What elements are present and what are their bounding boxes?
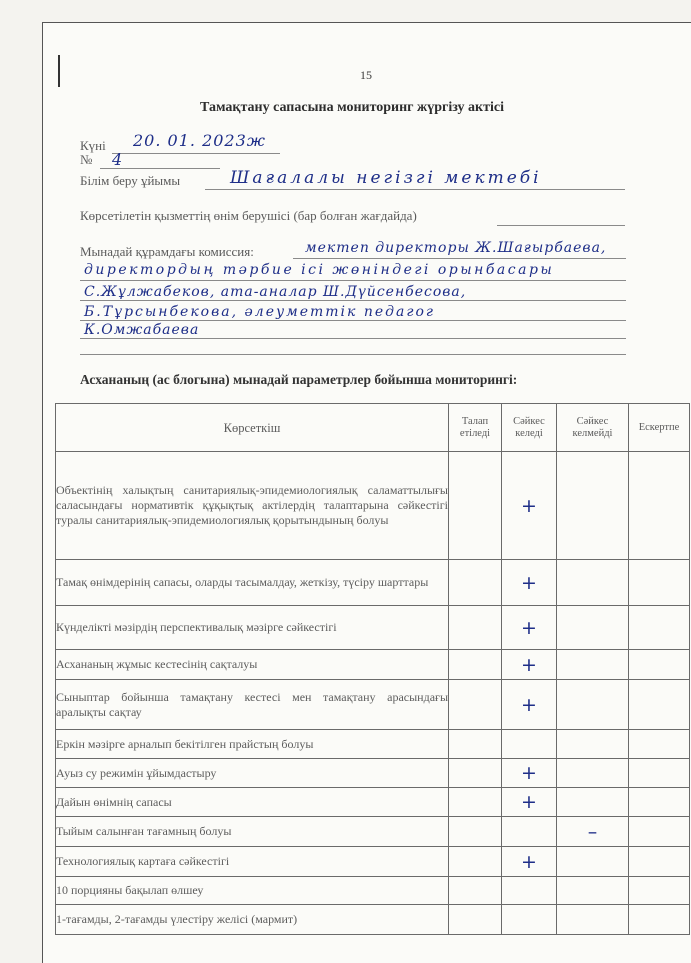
note-cell <box>629 452 690 560</box>
complies-cell <box>502 730 557 759</box>
note-cell <box>629 759 690 788</box>
provider-underline <box>497 225 625 226</box>
table-row <box>56 452 690 560</box>
table-row <box>56 560 690 606</box>
not-complies-cell <box>557 905 629 935</box>
note-cell <box>629 606 690 650</box>
required-cell <box>449 788 502 817</box>
commission-underline-4 <box>80 320 626 321</box>
complies-cell: + <box>502 759 557 788</box>
table-header-row <box>56 404 690 452</box>
table-row <box>56 817 690 847</box>
commission-line-1: мектеп директоры Ж.Шағырбаева, <box>305 240 607 256</box>
commission-line-3: С.Жұлжабеков, ата-аналар Ш.Дүйсенбесова, <box>84 284 467 300</box>
required-cell <box>449 877 502 905</box>
not-complies-cell <box>557 680 629 730</box>
note-cell <box>629 680 690 730</box>
note-cell <box>629 730 690 759</box>
number-label: № <box>80 152 93 167</box>
commission-line-5: К.Омжабаева <box>84 322 200 338</box>
complies-cell <box>502 905 557 935</box>
complies-cell: + <box>502 788 557 817</box>
commission-underline-1 <box>293 258 626 259</box>
note-cell <box>629 877 690 905</box>
not-complies-cell <box>557 452 629 560</box>
complies-cell: + <box>502 847 557 877</box>
criterion-cell: Объектінің халықтың санитариялық-эпидемиологиялық саламаттылығы саласындағы нормативтік құқықтық актілердің талаптарына сәйкестігі туралы санитариялық-эпидемиологиялық қорытындының болуы <box>56 452 449 560</box>
criterion-cell: Дайын өнімнің сапасы <box>56 788 449 817</box>
commission-underline-6 <box>80 354 626 355</box>
required-cell <box>449 560 502 606</box>
not-complies-cell <box>557 877 629 905</box>
criterion-cell: Күнделікті мәзірдің перспективалық мәзірге сәйкестігі <box>56 606 449 650</box>
criterion-cell: Тамақ өнімдерінің сапасы, оларды тасымалдау, жеткізу, түсіру шарттары <box>56 560 449 606</box>
criterion-cell: Технологиялық картаға сәйкестігі <box>56 847 449 877</box>
complies-cell: + <box>502 560 557 606</box>
not-complies-cell <box>557 788 629 817</box>
col-header-note: Ескертпе <box>629 404 690 452</box>
criterion-cell: 1-тағамды, 2-тағамды үлестіру желісі (мармит) <box>56 905 449 935</box>
complies-cell: + <box>502 680 557 730</box>
note-cell <box>629 817 690 847</box>
required-cell <box>449 606 502 650</box>
commission-label: Мынадай құрамдағы комиссия: <box>80 244 254 259</box>
complies-cell <box>502 877 557 905</box>
commission-line-2: директордың тәрбие ісі жөніндегі орынбасары <box>84 262 555 278</box>
complies-cell: + <box>502 606 557 650</box>
date-label: Күні <box>80 138 106 153</box>
page-number: 15 <box>360 68 372 82</box>
col-header-criterion: Көрсеткіш <box>56 404 449 452</box>
date-value: 20. 01. 2023ж <box>133 131 266 150</box>
page-edge-mark <box>58 55 60 87</box>
commission-underline-2 <box>80 280 626 281</box>
complies-cell: + <box>502 650 557 680</box>
required-cell <box>449 759 502 788</box>
col-header-complies: Сәйкес келеді <box>502 404 557 452</box>
not-complies-cell <box>557 847 629 877</box>
org-value: Шағалалы негізгі мектебі <box>230 168 542 188</box>
table-row <box>56 877 690 905</box>
table-row <box>56 680 690 730</box>
criterion-cell: Ауыз су режимін ұйымдастыру <box>56 759 449 788</box>
note-cell <box>629 560 690 606</box>
note-cell <box>629 905 690 935</box>
not-complies-cell <box>557 606 629 650</box>
table-row <box>56 759 690 788</box>
number-underline <box>100 168 220 169</box>
criterion-cell: Тыйым салынған тағамның болуы <box>56 817 449 847</box>
required-cell <box>449 650 502 680</box>
not-complies-cell: – <box>557 817 629 847</box>
required-cell <box>449 905 502 935</box>
required-cell <box>449 817 502 847</box>
monitoring-table <box>55 403 690 935</box>
org-label: Білім беру ұйымы <box>80 173 181 188</box>
org-underline <box>205 189 625 190</box>
note-cell <box>629 847 690 877</box>
table-row <box>56 730 690 759</box>
table-row <box>56 606 690 650</box>
provider-label: Көрсетілетін қызметтің өнім берушісі (бар болған жағдайда) <box>80 208 417 223</box>
commission-underline-5 <box>80 338 626 339</box>
table-row <box>56 788 690 817</box>
required-cell <box>449 452 502 560</box>
table-row <box>56 847 690 877</box>
required-cell <box>449 730 502 759</box>
table-row <box>56 905 690 935</box>
complies-cell: + <box>502 452 557 560</box>
commission-line-4: Б.Тұрсынбекова, әлеуметтік педагог <box>84 304 435 320</box>
complies-cell <box>502 817 557 847</box>
required-cell <box>449 847 502 877</box>
col-header-required: Талап етіледі <box>449 404 502 452</box>
required-cell <box>449 680 502 730</box>
date-underline <box>112 153 280 154</box>
number-value: 4 <box>112 150 124 169</box>
col-header-not-complies: Сәйкес келмейді <box>557 404 629 452</box>
not-complies-cell <box>557 560 629 606</box>
not-complies-cell <box>557 759 629 788</box>
criterion-cell: Еркін мәзірге арналып бекітілген прайстың болуы <box>56 730 449 759</box>
section-heading: Асхананың (ас блогына) мынадай параметрлер бойынша мониторингі: <box>80 372 518 387</box>
criterion-cell: Сыныптар бойынша тамақтану кестесі мен тамақтану арасындағы аралықты сақтау <box>56 680 449 730</box>
note-cell <box>629 650 690 680</box>
not-complies-cell <box>557 730 629 759</box>
not-complies-cell <box>557 650 629 680</box>
criterion-cell: Асхананың жұмыс кестесінің сақталуы <box>56 650 449 680</box>
commission-underline-3 <box>80 300 626 301</box>
table-row <box>56 650 690 680</box>
criterion-cell: 10 порцияны бақылап өлшеу <box>56 877 449 905</box>
document-title: Тамақтану сапасына мониторинг жүргізу актісі <box>200 100 504 115</box>
note-cell <box>629 788 690 817</box>
